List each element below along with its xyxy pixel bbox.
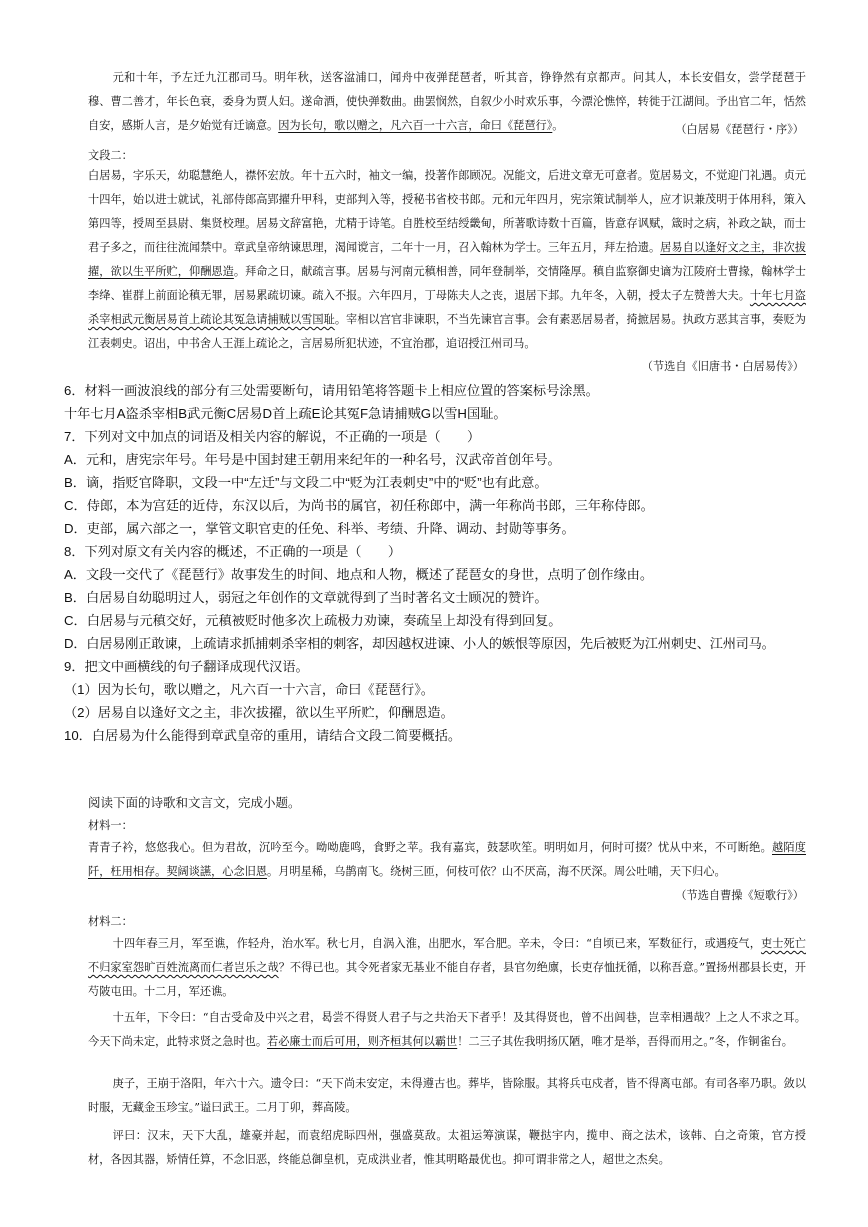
text2-text-mid: 。拜命之日，献疏言事。居易与河南元稹相善，同年登制举，交情隆厚。稹自监察御史谪为江陵府士曹掾，翰林学士李绛、崔群上前面论稹无罪，居易累疏切谏。疏入不报。六年四月，丁母陈夫人之丧，退居下邽。九年冬，入朝，授太子左赞善大夫。	[88, 265, 806, 302]
question-8-option-b: B．白居易自幼聪明过人，弱冠之年创作的文章就得到了当时著名文士顾况的赞许。	[64, 590, 548, 605]
material2-paragraph-3: 庚子，王崩于洛阳，年六十六。遗令曰：“天下尚未安定，未得遵古也。葬毕，皆除服。其将兵屯戍者，皆不得离屯部。有司各率乃职。敛以时服，无藏金玉珍宝。”谥曰武王。二月丁卯，葬高陵。	[88, 1077, 806, 1114]
material2-p2-text: 十五年，下令曰：“自古受命及中兴之君，曷尝不得贤人君子与之共治天下者乎！及其得贤也，曾不出闾巷，岂幸相遇哉？上之人不求之耳。今天下尚未定，此特求贤之急时也。	[88, 1011, 806, 1048]
preface-period: 。	[552, 119, 564, 132]
preface-text: 元和十年，予左迁九江郡司马。明年秋，送客湓浦口，闻舟中夜弹琵琶者，听其音，铮铮然有京都声。问其人，本长安倡女，尝学琵琶于穆、曹二善才，年长色衰，委身为贾人妇。遂命酒，使快弹数曲。曲罢悯然，自叙少小时欢乐事，今漂沦憔悴，转徙于江湖间。予出官二年，恬然自安，感斯人言，是夕始觉有迁谪意。	[88, 71, 806, 132]
material2-underlined-sentence: 若必廉士而后可用，则齐桓其何以霸世	[267, 1035, 458, 1048]
material2-p2-text-end: ！二三子其佐我明扬仄陋，唯才是举，吾得而用之。”冬，作铜雀台。	[457, 1035, 793, 1048]
question-7: 7．下列对文中加点的词语及相关内容的解说，不正确的一项是（ ）	[64, 429, 481, 444]
text2-paragraph	[88, 164, 806, 356]
material2-p1-text-end: ？不得已也。其令死者家无基业不能自存者，县官勿绝廪，长吏存恤抚循，以称吾意。”置扬州郡县长吏，开芍陂屯田。十二月，军还谯。	[88, 961, 806, 998]
material2-wavy-sentence: 吏士死亡不归家室怨旷百姓流离而仁者岂乐之哉	[88, 937, 806, 974]
text2-label: 文段二：	[88, 149, 133, 162]
question-8-option-a: A．文段一交代了《琵琶行》故事发生的时间、地点和人物，概述了琵琶女的身世，点明了创作缘由。	[64, 567, 654, 582]
text2-text-end: 。宰相以宫官非谏职，不当先谏官言事。会有素恶居易者，掎摭居易。执政方恶其言事，奏贬为江表刺史。诏出，中书舍人王涯上疏论之，言居易所犯状迹，不宜治郡，追诏授江州司马。	[88, 313, 806, 350]
material1-underlined-lines: 越陌度阡，枉用相存。契阔谈讌，心念旧恩	[88, 841, 806, 878]
question-7-option-a: A．元和，唐宪宗年号。年号是中国封建王朝用来纪年的一种名号，汉武帝首创年号。	[64, 452, 561, 467]
text2-wavy-sentence: 十年七月盗杀宰相武元衡居易首上疏论其冤急请捕贼以雪国耻	[88, 289, 806, 326]
question-8: 8．下列对原文有关内容的概述，不正确的一项是（ ）	[64, 544, 402, 559]
material1-line1: 青青子衿，悠悠我心。但为君故，沉吟至今。呦呦鹿鸣，食野之苹。我有嘉宾，鼓瑟吹笙。明明如月，何时可掇？忧从中来，不可断绝。	[88, 841, 772, 854]
material1-line-rest: 。月明星稀，乌鹊南飞。绕树三匝，何枝可依？山不厌高，海不厌深。周公吐哺，天下归心。	[267, 865, 726, 878]
material2-paragraph-4: 评曰：汉末，天下大乱，雄豪并起，而袁绍虎眎四州，强盛莫敌。太祖运筹演谋，鞭挞宇内，揽申、商之法术，该韩、白之奇策，官方授材，各因其器，矫情任算，不念旧恶，终能总御皇机，克成洪业者，惟其明略最优也。抑可谓非常之人，超世之杰矣。	[88, 1129, 806, 1166]
material2-label: 材料二：	[88, 915, 133, 928]
question-9-item-2: （2）居易自以逢好文之主，非次拔擢，欲以生平所贮，仰酬恩造。	[64, 705, 454, 720]
material1-poem	[88, 836, 806, 884]
material1-label: 材料一：	[88, 819, 133, 832]
question-6-sentence: 十年七月A盗杀宰相B武元衡C居易D首上疏E论其冤F急请捕贼G以雪H国耻。	[64, 406, 507, 421]
question-7-option-d: D．吏部，属六部之一，掌管文职官吏的任免、科举、考绩、升降、调动、封勋等事务。	[64, 521, 575, 536]
material2-paragraph-2	[88, 1006, 806, 1054]
question-7-option-b: B．谪，指贬官降职，文段一中“左迁”与文段二中“贬为江表刺史”中的“贬”也有此意。	[64, 475, 548, 490]
question-9-item-1: （1）因为长句，歌以赠之，凡六百一十六言，命曰《琵琶行》。	[64, 682, 434, 697]
question-8-option-d: D．白居易刚正敢谏，上疏请求抓捕刺杀宰相的刺客，却因越权进谏、小人的嫉恨等原因，先后被贬为江州刺史、江州司马。	[64, 636, 775, 651]
material2-p1-text: 十四年春三月，军至谯，作轻舟，治水军。秋七月，自涡入淮，出肥水，军合肥。辛未，令曰：“自顷已来，军数征行，或遇疫气，	[112, 937, 761, 950]
question-7-option-c: C．侍郎，本为宫廷的近侍，东汉以后，为尚书的属官，初任称郎中，满一年称尚书郎，三年称侍郎。	[64, 498, 654, 513]
question-6: 6．材料一画波浪线的部分有三处需要断句，请用铅笔将答题卡上相应位置的答案标号涂黑。	[64, 383, 599, 398]
section2-instruction: 阅读下面的诗歌和文言文，完成小题。	[88, 796, 301, 810]
text2-text: 白居易，字乐天，幼聪慧绝人，襟怀宏放。年十五六时，袖文一编，投著作郎顾况。况能文，后进文章无可意者。览居易文，不觉迎门礼遇。贞元十四年，始以进士就试，礼部侍郎高郢擢升甲科，吏部判入等，授秘书省校书郎。元和元年四月，宪宗策试制举人，应才识兼茂明于体用科，策入第四等，授周至县尉、集贤校理。居易文辞富艳，尤精于诗笔。自胜校至结绶畿甸，所著歌诗数十百篇，皆意存讽赋，箴时之病，补政之缺，而士君子多之，而往往流闻禁中。章武皇帝纳谏思理，渴闻谠言，二年十一月，召入翰林为学士。三年五月，拜左拾遗。	[88, 169, 806, 254]
material1-source: （节选自曹操《短歌行》）	[675, 889, 804, 902]
text2-underlined-sentence: 居易自以逢好文之主，非次拔擢，欲以生平所贮，仰酬恩造	[88, 241, 806, 278]
preface-underlined-sentence: 因为长句，歌以赠之，凡六百一十六言，命曰《琵琶行》	[278, 119, 553, 132]
text2-source: （节选自《旧唐书・白居易传》）	[641, 360, 804, 373]
question-10: 10．白居易为什么能得到章武皇帝的重用，请结合文段二简要概括。	[64, 728, 462, 743]
question-8-option-c: C．白居易与元稹交好，元稹被贬时他多次上疏极力劝谏，奏疏呈上却没有得到回复。	[64, 613, 562, 628]
material2-paragraph-1	[88, 932, 806, 1004]
question-9: 9．把文中画横线的句子翻译成现代汉语。	[64, 659, 309, 674]
preface-source: （白居易《琵琶行・序》）	[675, 123, 804, 136]
